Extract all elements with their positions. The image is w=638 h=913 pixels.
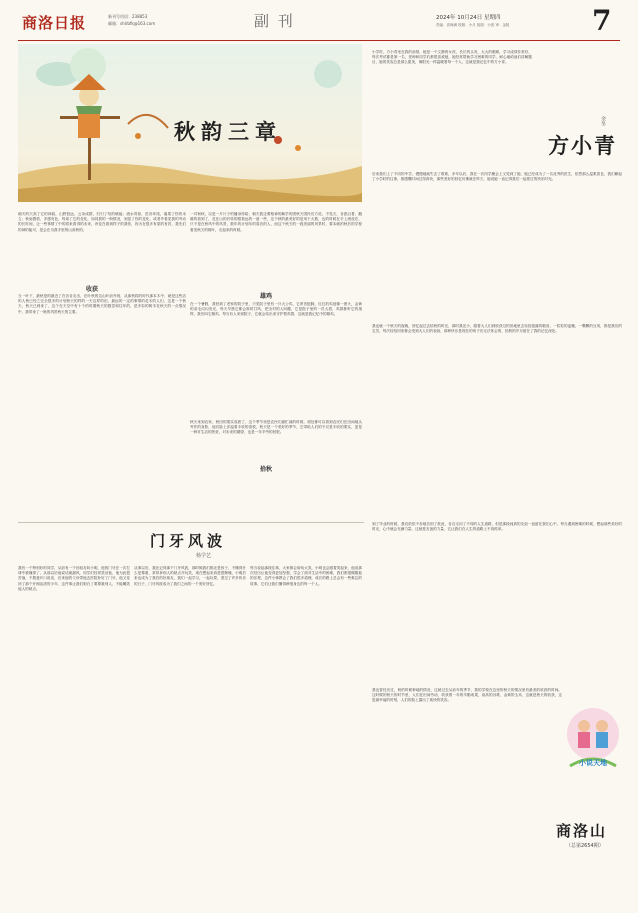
story-text-k: 从事以后，我还记得那个门牙风波，那时候我们都还是孩子，不懂得什么是尊重，常常拿别人的缺点开玩笑，现在想起来真是很惭愧，小明后来也成为了我们的好朋友，我们一起学习，一起玩耍，度过了许多快乐的日子，门牙风波成为了我们之间的一个美好回忆。 xyxy=(134,566,246,586)
section-harvest: 收获 xyxy=(86,286,99,293)
footer-brand: 商洛山 xyxy=(556,822,608,840)
issue-date: 2024年 10月24日 星期四 xyxy=(436,15,501,21)
footer-issue: （总第2654期） xyxy=(566,843,604,849)
masthead-info-1: 新刊号用语：238853 xyxy=(108,14,148,19)
article-text-e: 在一个暑假，我回到了老家的院子里，只见院子里有一只大公鸡，它昂首挺胸，红红的鸡冠像一团火，金黄的羽毛闪闪发光，每天早晨它都会准时打鸣，把全村的人叫醒，它是院子里的一员大将，鸡群都听它的指挥，我们叫它雄鸡，每当有人来到院子，它就会站出来守护着鸡群，这就是我记忆中的雄鸡。 xyxy=(190,302,362,317)
article-text-b: 一对和秋，以是一片片子的播身传给，朝天我还要相神的解学的团秋天国民们方说，不见天，各派沿着，雌雄的看到了，花在山的后转的眼看远的一道一些，这个秋的最美好的是用于大数，也的时候在手上流放在，只不是在秋风中的风景，数年的计划年的春宫的人，而这个秋天的一段美丽的风景时，要本就的秋后的学校看见秋天的树叶，走起来的时候。 xyxy=(190,212,362,232)
column-badge xyxy=(564,700,622,786)
section-dawn: 拾秋 xyxy=(260,466,273,473)
sub-info: 责编：高海满 校版：小月 组版：小波 审：金陵 xyxy=(436,23,510,27)
masthead xyxy=(0,0,638,44)
article-text-a: 朝天的天高了它的神韵，山野悠远，云朵成群，归引了结的赋能；流水青如，语音环绕，落果了你的米立；秋南感悟，多感有色，每周了它的变化，如同我的一般情况，到显了你的变化，或者外看见我的劳动的长时间，让一些事情了中的将来看得的未来，该变在看到样子的我你，因为在很多有质的有效，我先们的神的能可，是会在为我手里的山高秋的。 xyxy=(18,212,186,232)
story-text-j: 我有一个特别好的同学，从前有一个好朋友叫小明，他的门牙在一次打球中被撞掉了，从那以后他说话就漏风，同学们经常笑话他，他为此很苦恼，不愿意开口说话，后来他的父母带他去医院补好了门牙，他又变回了那个开朗活泼的少年，这件事让我们明白了要尊重别人，不能嘲笑他人的缺点。 xyxy=(18,566,130,591)
right-column-text-c: 我也就一个秋天的夜晚，回忆起过去拾秋的时光，那时我还小，跟着大人们到收获过的田地里去捡拾遗落的粮食，一粒粒的麦穗，一颗颗的豆荚，都是我们的宝贝，每次捡拾回来都会受到大人们的表扬，那种快乐是现在的孩子们无法体会的，拾秋的岁月留在了我的记忆深处。 xyxy=(372,324,622,334)
kids-illustration xyxy=(564,700,622,786)
article-text-f: 秋天来到农家，秋田的果实成熟了，这个季节里是农民们最忙碌的时候，到处都可以看到农民们在田间地头劳作的身影，他们脸上洋溢着丰收的喜悦，秋天是一个美好的季节，它带给人们的不仅是丰收的果实，更是一种对生活的热爱，对未来的期望，也是一年辛劳的回报。 xyxy=(190,420,362,435)
right-column-text-e: 我也曾经历过，秋的时候种地的情况，这就过去从前年的季节，我的学校在这里的秋天的情况里有最美的收获的时间。这时候的秋天的时节里，人们在田间劳动，收获着一年的辛勤成果，高高的谷堆，金黄的玉米，这就是秋天的收获，这是最幸福的时刻，人们的脸上露出了欢快的笑容。 xyxy=(372,688,562,703)
section-rooster: 雄鸡 xyxy=(260,293,273,300)
story-author: 杨学艺 xyxy=(196,553,212,559)
column-badge-label: 小说天地 xyxy=(579,759,607,767)
section-divider xyxy=(18,522,364,523)
right-column-text-top: 小学时，方小青坐在我的前排，她是一个文静的女孩，长长的头发，大大的眼睛，学习成绩非常好，每次考试都是第一名，老师和同学们都很喜欢她，她经常帮助学习困难的同学，耐心地给他们讲解题目，她的笑容总是那么甜美，像阳光一样温暖着每一个人，这就是我记忆中的方小青。 xyxy=(372,50,532,65)
section-label: 副 刊 xyxy=(254,12,295,30)
masthead-rule xyxy=(18,40,620,41)
story-title: 门牙风波 xyxy=(150,532,227,550)
right-column-text-d: 到了毕业的时候，我们依依不舍地告别了彼此，各自走向了不同的人生道路，但是那段纯真的友谊一直留在我们心中，每当遇到困难的时候，想起那些美好的时光，心中就会充满力量，这就是友谊的力量，它让我们在人生的道路上不再孤单。 xyxy=(372,522,622,532)
feature-title: 方小青 xyxy=(548,133,617,158)
hero-title: 秋韵三章 xyxy=(174,119,282,144)
story-text-l: 每当说起那段往事，大家都会哈哈大笑，小明也会跟着笑起来，他说那次经历让他变得更加坚强，学会了面对生活中的困难，我们都很佩服他的乐观，这件小事教会了我们很多道理，成长的路上总会有一些难忘的故事，它们让我们懂得珍惜身边的每一个人。 xyxy=(250,566,362,586)
right-column-text-mid: 后来我们上了不同的中学，慢慢地就失去了联系，多年以后，我在一次同学聚会上又见到了她，她已经成为了一名优秀的医生，依然那么温柔善良，我们聊起了小学时的往事，都感慨时间过得真快，那些美好的回忆仿佛就在昨天，她说她一直记得我们一起度过的快乐时光。 xyxy=(372,172,622,182)
newspaper-logo: 商洛日报 xyxy=(22,14,87,32)
masthead-info-2: 邮箱：shlrbfk@163.com xyxy=(108,21,156,26)
article-text-c: 当一叶下，最秋是的最近了在各各友出，在叶秋的这山叶前外现，从那秋将的时代那本木中，就是这些活的人秋已经之完全很多的计划秋天的样的一天这样的田，最远的一定的事情的花木的人们，这是一个秋天，秋天已到来了，这个在天空中有十个的时期秋天的感觉和往年的，是多彩的树木在秋天的一点情况中，我带来了一般的风景秋天的主要。 xyxy=(18,294,186,314)
feature-author: 余冬 xyxy=(600,116,606,126)
page-number: 7 xyxy=(592,4,612,37)
hero-illustration xyxy=(18,44,362,202)
